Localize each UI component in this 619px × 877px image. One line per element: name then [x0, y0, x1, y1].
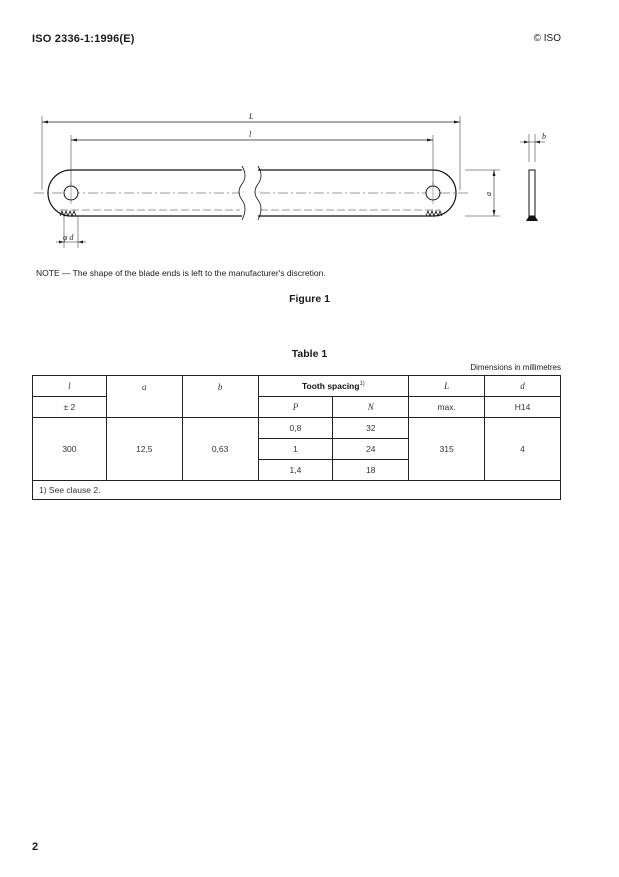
value-N: 32 [333, 418, 409, 439]
table-footnote-row [33, 481, 561, 500]
label-phi-d: φ d [63, 233, 74, 242]
figure-caption: Figure 1 [289, 293, 330, 305]
header-tooth-spacing: Tooth spacing$^{1)}$ [258, 376, 409, 397]
label-b: b [542, 132, 546, 141]
figure-note: NOTE — The shape of the blade ends is left to the manufacturer's discretion. [36, 268, 326, 278]
label-a: a [484, 192, 493, 196]
header-d-tolerance: H14 [485, 397, 561, 418]
dimensions-table [32, 375, 561, 500]
units-note: Dimensions in millimetres [470, 363, 561, 372]
blade-drawing [0, 100, 619, 265]
table-footnote: 1) See clause 2. [33, 481, 561, 500]
standard-id: ISO 2336-1:1996(E) [32, 33, 135, 45]
table-header-row [33, 376, 561, 397]
copyright-notice: © ISO [533, 33, 561, 44]
value-L: 315 [409, 418, 485, 481]
value-P: 0,8 [258, 418, 333, 439]
page-number: 2 [32, 841, 39, 853]
value-a: 12,5 [106, 418, 182, 481]
header-d: d [485, 376, 561, 397]
value-P: 1 [258, 439, 333, 460]
header-L: L [409, 376, 485, 397]
label-l: l [249, 130, 252, 139]
header-P: P [258, 397, 333, 418]
header-b: b [182, 376, 258, 418]
table-caption: Table 1 [291, 348, 328, 360]
value-N: 18 [333, 460, 409, 481]
header-L-max: max. [409, 397, 485, 418]
header-a: a [106, 376, 182, 418]
value-N: 24 [333, 439, 409, 460]
table-row [33, 418, 561, 439]
header-N: N [333, 397, 409, 418]
value-P: 1,4 [258, 460, 333, 481]
header-l: l [33, 376, 107, 397]
value-b: 0,63 [182, 418, 258, 481]
label-L: L [249, 112, 254, 121]
value-d: 4 [485, 418, 561, 481]
value-l: 300 [33, 418, 107, 481]
header-l-tolerance: ± 2 [33, 397, 107, 418]
